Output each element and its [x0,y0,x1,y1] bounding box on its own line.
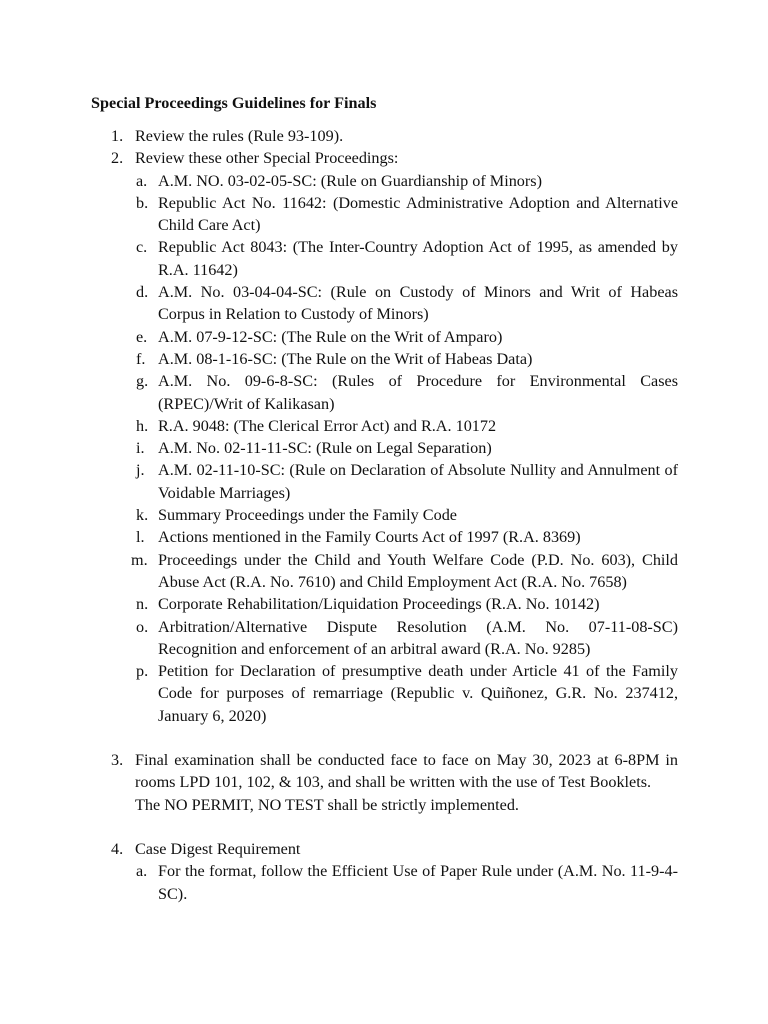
sub-item-text: Actions mentioned in the Family Courts Act of 1997 (R.A. 8369) [158,528,581,547]
sub-item-text: For the format, follow the Efficient Use of Paper Rule under (A.M. No. 11-9-4-SC). [158,862,678,903]
document-title: Special Proceedings Guidelines for Finals [91,94,377,112]
sub-item-a [91,170,678,192]
sub-item-e [91,326,678,348]
list-item-2 [91,147,678,169]
sub-item-text: A.M. No. 09-6-8-SC: (Rules of Procedure for Environmental Cases (RPEC)/Writ of Kalikasan) [158,372,678,413]
sub-item-letter: n. [136,595,149,614]
item-text: Final examination shall be conducted face to face on May 30, 2023 at 6-8PM in rooms LPD 101, 102, & 103, and shall be written with the use of Test Booklets. [135,751,678,792]
spacer [91,727,678,749]
sub-item-o [91,616,678,661]
item-text: Review these other Special Proceedings: [135,149,399,168]
sub-list-4 [91,860,678,905]
sub-item-letter: c. [136,238,148,257]
sub-item-letter: l. [136,528,145,547]
sub-item-f [91,348,678,370]
sub-item-text: Petition for Declaration of presumptive death under Article 41 of the Family Code for purposes of remarriage (Republic v. Quiñonez, G.R. No. 237412, January 6, 2020) [158,662,678,725]
sub-item-i [91,437,678,459]
sub-item-text: Proceedings under the Child and Youth Welfare Code (P.D. No. 603), Child Abuse Act (R.A. No. 7610) and Child Employment Act (R.A. No. 7658) [158,550,678,591]
sub-item-text: A.M. No. 03-04-04-SC: (Rule on Custody of Minors and Writ of Habeas Corpus in Relation to Custody of Minors) [158,283,678,324]
sub-item-letter: f. [136,349,146,368]
sub-item-letter: e. [136,327,148,346]
item-text-continued: The NO PERMIT, NO TEST shall be strictly implemented. [135,795,519,814]
sub-item-letter: i. [136,439,145,458]
sub-item-letter: g. [136,372,149,391]
sub-item-p [91,660,678,727]
sub-item-d [91,281,678,326]
sub-item-letter: o. [136,617,149,636]
sub-item-text: A.M. 07-9-12-SC: (The Rule on the Writ of Amparo) [158,327,503,346]
item-number: 3. [111,751,124,770]
list-item-1 [91,125,678,147]
sub-list-2 [91,170,678,727]
sub-item-c [91,236,678,281]
item-number: 4. [111,839,124,858]
sub-item-letter: b. [136,193,149,212]
item-text: Review the rules (Rule 93-109). [135,127,344,145]
sub-item-b [91,192,678,237]
sub-item-text: A.M. 08-1-16-SC: (The Rule on the Writ of Habeas Data) [158,349,533,368]
sub-item-letter: d. [136,283,149,302]
spacer [91,816,678,838]
sub-item-m [91,549,678,594]
sub-item-n [91,593,678,615]
sub-item-l [91,526,678,548]
sub-item-a [91,860,678,905]
sub-item-g [91,370,678,415]
sub-item-letter: j. [136,461,145,480]
list-item-4 [91,838,678,860]
sub-item-text: Summary Proceedings under the Family Code [158,506,457,525]
sub-item-letter: p. [136,662,149,681]
sub-item-text: A.M. 02-11-10-SC: (Rule on Declaration of Absolute Nullity and Annulment of Voidable Marriages) [158,461,678,502]
item-text: Case Digest Requirement [135,839,301,858]
sub-item-letter: m. [131,550,148,569]
sub-item-text: Republic Act 8043: (The Inter-Country Adoption Act of 1995, as amended by R.A. 11642) [158,238,678,279]
sub-item-letter: k. [136,506,149,525]
sub-item-text: R.A. 9048: (The Clerical Error Act) and R.A. 10172 [158,416,497,435]
list-item-3 [91,749,678,816]
sub-item-h [91,415,678,437]
item-number: 1. [111,127,124,145]
sub-item-text: Corporate Rehabilitation/Liquidation Proceedings (R.A. No. 10142) [158,595,600,614]
sub-item-text: Arbitration/Alternative Dispute Resolution (A.M. No. 07-11-08-SC) Recognition and enforcement of an arbitral award (R.A. No. 9285) [158,617,678,658]
sub-item-letter: h. [136,416,149,435]
item-number: 2. [111,149,124,168]
main-list [91,125,678,905]
sub-item-text: A.M. No. 02-11-11-SC: (Rule on Legal Separation) [158,439,492,458]
sub-item-letter: a. [136,862,148,881]
sub-item-text: A.M. NO. 03-02-05-SC: (Rule on Guardianship of Minors) [158,171,542,190]
sub-item-text: Republic Act No. 11642: (Domestic Administrative Adoption and Alternative Child Care Act) [158,193,678,235]
sub-item-j [91,459,678,504]
sub-item-k [91,504,678,526]
sub-item-letter: a. [136,171,148,190]
